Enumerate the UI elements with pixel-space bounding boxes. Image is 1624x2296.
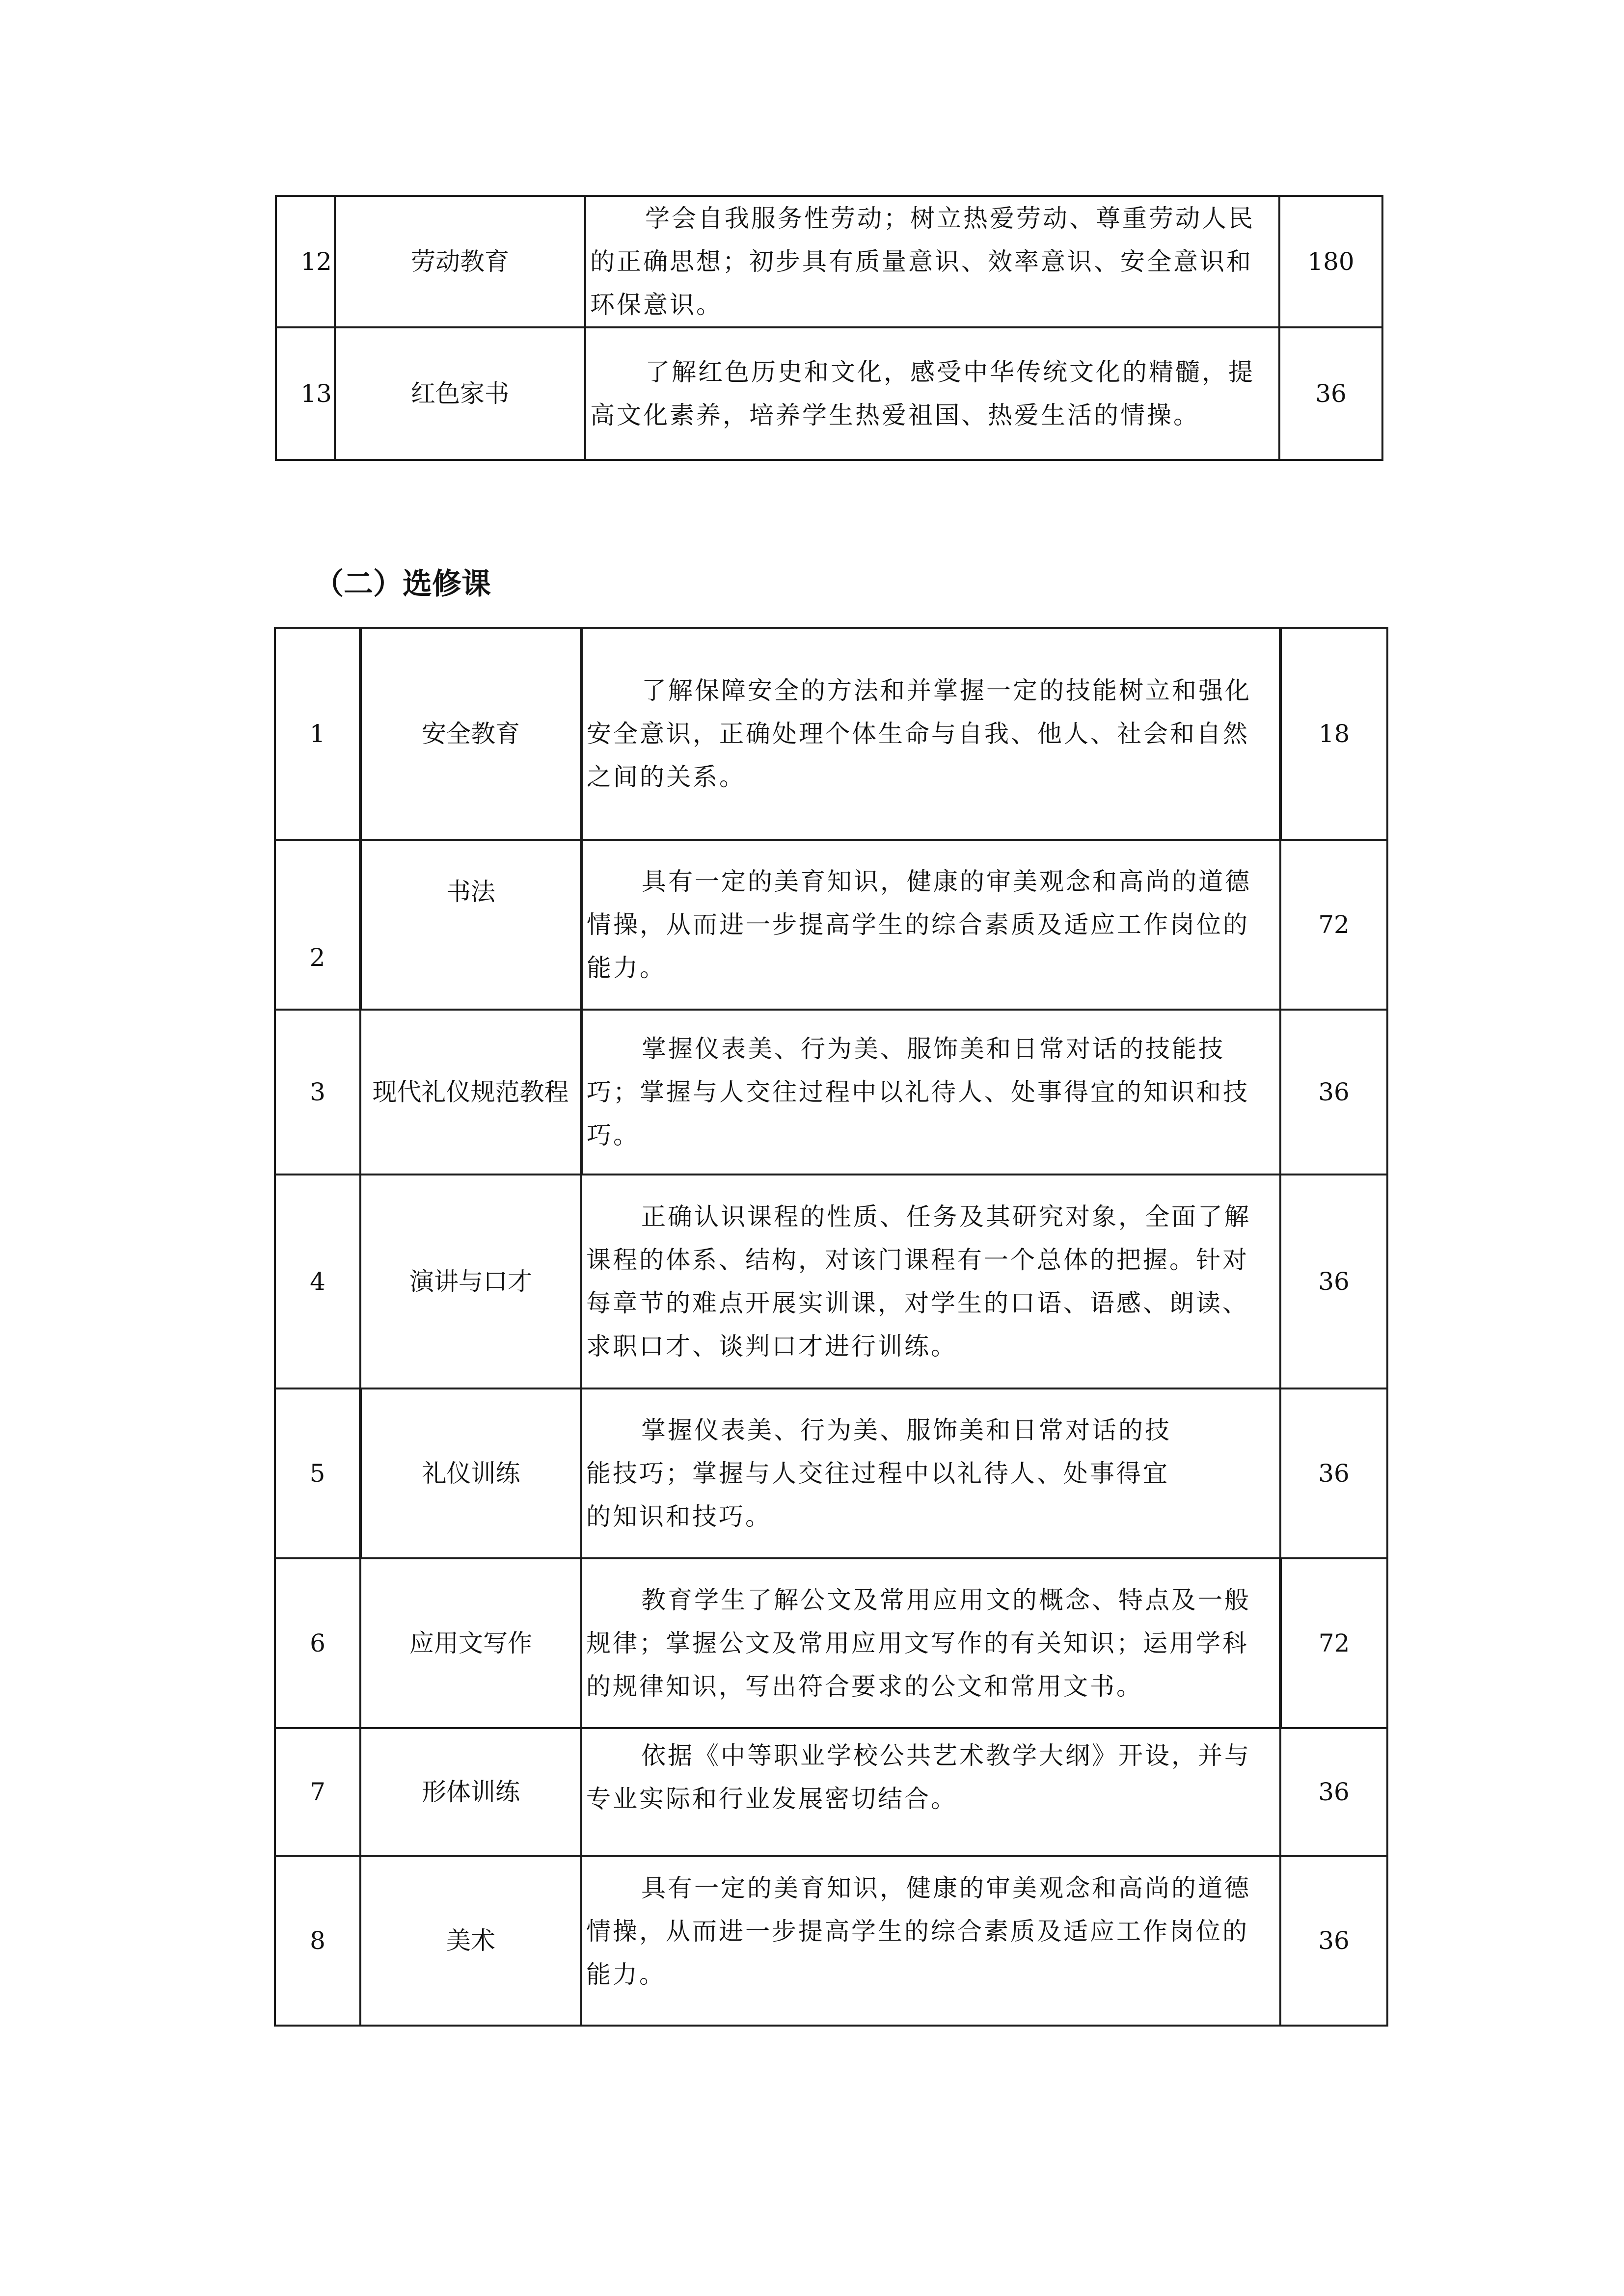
course-name: 美术 [360,1856,581,2026]
table-row [276,327,1382,460]
table-row [276,196,1382,327]
course-number: 12 [276,196,335,327]
course-description: 了解红色历史和文化，感受中华传统文化的精髓，提高文化素养，培养学生热爱祖国、热爱生活的情操。 [585,327,1279,460]
course-description: 掌握仪表美、行为美、服饰美和日常对话的技能技巧；掌握与人交往过程中以礼待人、处事得宜的知识和技巧。 [581,1010,1280,1175]
course-name: 书法 [360,840,581,1010]
course-hours: 36 [1280,1856,1387,2026]
table-row [275,1010,1387,1175]
course-description: 掌握仪表美、行为美、服饰美和日常对话的技能技巧；掌握与人交往过程中以礼待人、处事得宜的知识和技巧。 [581,1388,1280,1558]
table-row [275,1175,1387,1388]
course-description: 具有一定的美育知识，健康的审美观念和高尚的道德情操，从而进一步提高学生的综合素质及适应工作岗位的能力。 [581,840,1280,1010]
course-description: 具有一定的美育知识，健康的审美观念和高尚的道德情操，从而进一步提高学生的综合素质及适应工作岗位的能力。 [581,1856,1280,2026]
elective-course-table [274,627,1388,2027]
table-row [275,1728,1387,1856]
course-hours: 72 [1280,840,1387,1010]
course-hours: 36 [1280,1728,1387,1856]
course-description: 学会自我服务性劳动；树立热爱劳动、尊重劳动人民的正确思想；初步具有质量意识、效率意识、安全意识和环保意识。 [585,196,1279,327]
course-hours: 72 [1280,1558,1387,1728]
course-name: 应用文写作 [360,1558,581,1728]
course-number: 3 [275,1010,360,1175]
course-description: 正确认识课程的性质、任务及其研究对象，全面了解课程的体系、结构，对该门课程有一个总体的把握。针对每章节的难点开展实训课，对学生的口语、语感、朗读、求职口才、谈判口才进行训练。 [581,1175,1280,1388]
compulsory-course-table [275,195,1383,461]
course-number: 13 [276,327,335,460]
course-hours: 18 [1280,628,1387,840]
course-hours: 36 [1280,1388,1387,1558]
course-number: 7 [275,1728,360,1856]
course-hours: 36 [1279,327,1382,460]
table-row [275,1388,1387,1558]
course-name: 形体训练 [360,1728,581,1856]
course-number: 6 [275,1558,360,1728]
course-number: 5 [275,1388,360,1558]
course-number: 4 [275,1175,360,1388]
course-name: 红色家书 [335,327,585,460]
table-row [275,1558,1387,1728]
course-name: 劳动教育 [335,196,585,327]
course-description: 教育学生了解公文及常用应用文的概念、特点及一般规律；掌握公文及常用应用文写作的有关知识；运用学科的规律知识，写出符合要求的公文和常用文书。 [581,1558,1280,1728]
course-name: 安全教育 [360,628,581,840]
course-name: 礼仪训练 [360,1388,581,1558]
course-number: 8 [275,1856,360,2026]
course-hours: 36 [1280,1175,1387,1388]
course-hours: 180 [1279,196,1382,327]
course-description: 了解保障安全的方法和并掌握一定的技能树立和强化安全意识，正确处理个体生命与自我、他人、社会和自然之间的关系。 [581,628,1280,840]
course-number: 1 [275,628,360,840]
course-hours: 36 [1280,1010,1387,1175]
table-row [275,628,1387,840]
table-row [275,840,1387,1010]
section-heading-elective: （二）选修课 [314,567,491,601]
table-row [275,1856,1387,2026]
course-name: 现代礼仪规范教程 [360,1010,581,1175]
course-description: 依据《中等职业学校公共艺术教学大纲》开设，并与专业实际和行业发展密切结合。 [581,1728,1280,1856]
course-number: 2 [275,840,360,1010]
course-name: 演讲与口才 [360,1175,581,1388]
